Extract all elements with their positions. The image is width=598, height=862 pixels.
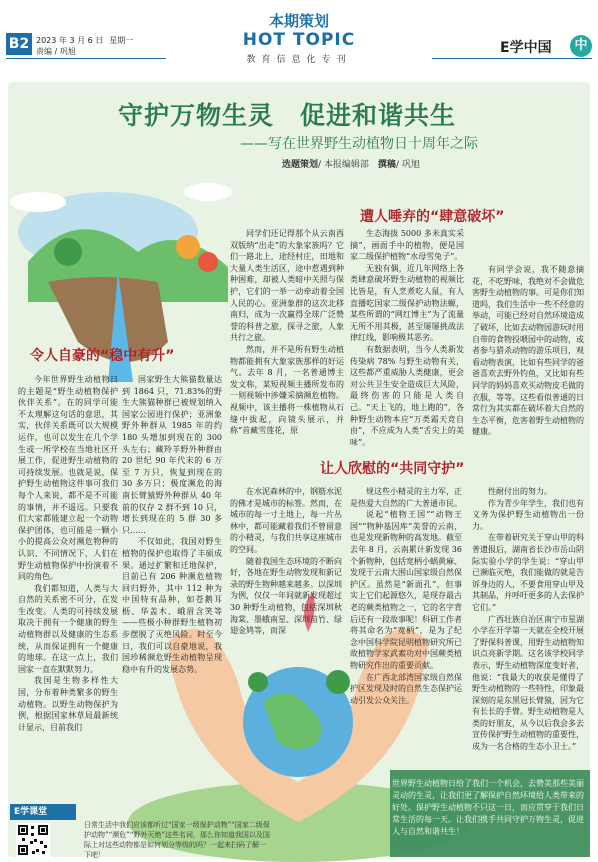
paragraph: 在水泥森林的中，钢筋水泥的佛才是城市的标签。然而，在城市的每一寸土地上，每一片丛林中，都可能藏着我们不曾留意的小精灵，与我们共享这座城市的空间。	[230, 487, 342, 554]
byline-label-planner: 选题策划	[282, 160, 319, 170]
section-heading-1: 令人自豪的“稳中有升”	[30, 348, 175, 364]
paragraph: 说起“植物王国”“动物王国”“物种基因库”美誉的云南，也是发现新物种的高发地。截至去年 8 月，云南累计新发现 36 个新物种，包括宽柄小蜗黄麻、发现于云南大围山国家级自然保护区。虽然是“新面孔”，但事实上它们起源悠久，是现存最古老的蕨类植物之一，它的名字背后还有一段故事呢！科研工作者将其命名为“宽柄”，是为了纪念中国科学院昆明植物研究所已故植物学家武素功对中国蕨类植物研究作出的重要贡献。	[350, 510, 462, 670]
header-rule-right	[432, 58, 592, 59]
e-classroom-text: 日常生活中我们应该都听过“国家一级保护动物”“国家二级保护动物”“濒危”“野外灭绝”这些名词，那么你知道我国以及国际上对这些动物都是如何划分等级的吗？一起来扫码了解一下吧！	[84, 821, 270, 859]
tree-icon	[54, 238, 82, 266]
paragraph: 有数据表明，当今人类新发传染病 78% 与野生动物有关，这些都严重威胁人类健康，更会对公共卫生安全造成巨大风险，最终伤害的只能是人类自己。“天上飞的，地上跑的”，各种野生动物本应“万类霜天竞自由”，不应成为人类“舌尖上的美味”。	[350, 344, 464, 447]
editor-credit: 责编 / 巩旭	[36, 47, 76, 56]
qr-code-icon[interactable]	[16, 823, 50, 857]
byline-label-writer: 撰稿	[377, 160, 396, 170]
paragraph: 生态海拔 5000 多米真实采摘”，画面手中的植物，便是国家二级保护植物“水母雪兔子”。	[350, 229, 464, 262]
section-title-en: HOT TOPIC	[242, 30, 356, 50]
section-title-cn: 本期策划	[268, 12, 329, 30]
article-column-6	[230, 486, 342, 636]
section-heading-2: 遭人唾弃的“肆意破坏”	[360, 209, 505, 225]
cloud-icon	[10, 192, 66, 212]
article-column-3	[230, 228, 344, 456]
paragraph: 随着我国生态环境的不断向好，各地在野生动物发现和新记录的野生物种越来越多。以深圳为例，仅仅一年间就新发现超过 30 种野生动植物，包括深圳秋海棠、墨蛾南星、深圳苗竹、绿翅金鸠等，而深	[230, 556, 342, 636]
paragraph: 广西壮族自治区南宁市星湖小学在开学第一天就在全校开展了野保科普课，用野生动植物知识点亮新学期。这名该学校同学表示，野生动植物深度变好者，他说：“我最大的收获是懂得了野生动植物的一些特性，印象最深刻的是东黑冠长臂猿，因为它有长长的手臂。野生动植物是人类的好朋友，从今以后我会多去宣传保护野生动植物的重要性，成为一名合格的生态小卫士。”	[472, 614, 584, 752]
tree-icon	[248, 672, 268, 692]
brand-logo-text: E学中国	[500, 40, 552, 56]
headline: 守护万物生灵 促进和谐共生	[118, 101, 457, 130]
paragraph: 无独有偶，近几年网络上各类肆意破坏野生动植物的视频比比皆是，有人烹煮吃人鼠，有人直播吃国家二级保护动物法螈，某些所谓的“网红博主”为了流量无所不用其极，甚至屡屡挑战法律红线，影响极其恶劣。	[350, 263, 464, 343]
paragraph: 有同学会说，我不随意摘花，不吃野味，我绝对不会做危害野生动植物的事。可是你们知道吗，我们生活中一些不经意的举动，可能已经对自然环境造成了破坏，比如去动物园游玩时用自带的食物投喂园中的动物，或者参与猎杀动物的游乐项目，观看动物表演，比如有些同学的爸爸喜欢去野外钓鱼，又比如有些同学的妈妈喜欢买动物皮毛做的衣服，等等。这些看似普通的日常行为其实都在破坏着大自然的生态平衡，危害着野生动植物的健康。	[472, 265, 584, 437]
paragraph: 我们都知道，人类与大自然的关系密不可分，在发生改变。人类的可持续发展取决于拥有一个健康的野生动植物群以及健康的生态系统，从而保证拥有一个健康的地球。在这一点上，我们国家一直在默默努力。	[18, 583, 118, 674]
cloud-icon	[184, 183, 232, 201]
brand-logo-icon: 中	[570, 35, 592, 57]
paragraph: 我国是生物多样性大国，分布着种类繁多的野生动植物。以野生动物保护为例，根据国家林草局最新统计显示，目前我们	[18, 676, 118, 732]
e-classroom-label: E学课堂	[10, 804, 76, 820]
article-column-1	[18, 374, 118, 784]
caption-text: 世界野生动植物日给了我们一个机会，去赞美那些美丽灵动的生灵，让我们更了解保护自然环境给人类带来的好处。保护野生动植物不只这一日，而应贯穿于我们日常生活的每一天。让我们携手共同守护万物生灵，促进人与自然和谐共生！	[392, 779, 584, 836]
subheadline: ——写在世界野生动植物日十周年之际	[240, 136, 478, 152]
paragraph: 在广西北部湾国家级自然保护区发现及时的自然生态保护运动引发公众关注。	[350, 672, 462, 705]
paragraph: 同学们还记得那个从云南西双版纳“出走”的大象家族吗？它们一路北上，途经村庄，田地和大量人类生活区，途中惹遇到种种困难，却被人类暗中关照与保护，它们的一举一动牵动着全国人民的心。亚洲象群的这次北移南归，成为一次赢得全球广泛赞誉的科普之旅，探寻之旅，人象共行之旅。	[230, 229, 344, 343]
tree-icon	[326, 670, 350, 694]
article-column-4	[350, 228, 464, 456]
paragraph: 国家野生大熊猫数量达到 1864 只，71.83%的野生大熊猫种群已被规划纳入国家公园进行保护；亚洲象野外种群从 1985 年的约 180 头增加到现在的 300 头左右；藏羚羊野外种群由 20 世纪 90 年代末的 6 万至 7 万只，恢复到现在的 30 多万只；极度濒危的海南长臂猿野外种群从 40 年前的仅存 2 群不到 10 只，增长到现在的 5 群 30 多只……	[122, 375, 222, 535]
paragraph: 在带着研究关于穿山甲的科普遗报后，湖南省长沙市岳山阴际实验小学的学生说：“穿山甲已濒临灭绝，我们能做的就是告诉身边的人，不要食用穿山甲及其制品，并呼吁更多的人去保护它们。”	[472, 533, 584, 612]
paragraph: 今年世界野生动植物日的主题是“野生动植物保护伙伴关系”。在的同学可能不太理解这句话的意思，其实，伙伴关系既可以大规模运作，也可以发生在几个学生或一所学校在当地社区开展工作，促进野生动植物的可持续发展。也就是说，保护野生动植物这件事可我们每个人来说，都不是不可能的事情，并不遥远。只要我们大家都能建立起一个动物保护团体，也可能是一颗小小的提高公众对濒危物种的认识、不同情况下，人们在野生动植物保护中扮演着不同的角色。	[18, 375, 118, 582]
byline-planner: / 本报编辑部	[318, 160, 378, 170]
byline-writer: / 巩旭	[395, 160, 420, 170]
byline	[282, 157, 420, 170]
paragraph: 不仅如此，我国对野生植物的保护也取得了丰硕成果。通过扩繁和迁地保护，目前已有 206 种濒危植物回归野外，其中 112 种为中国特有品种，如苍鹅耳枥、华盖木、峨眉含笑等——些极小种群野生植物初步摆脱了灭绝风险。时至今日，我们可以自豪地说，我国珍稀濒危野生动植物呈现稳中有升的发展态势。	[122, 537, 222, 674]
article-column-7	[350, 486, 462, 776]
paragraph: 性耐付出的努力。	[488, 487, 552, 496]
page-number: B2	[6, 33, 32, 55]
issue-weekday: 星期一	[109, 36, 134, 45]
tree-icon	[176, 235, 200, 259]
masthead	[0, 0, 598, 80]
issue-date: 2023 年 3 月 6 日	[36, 36, 104, 45]
paragraph: 作为青少年学生，我们也有义务为保护野生动植物出一份力。	[472, 498, 584, 531]
illustration-caption	[392, 778, 586, 838]
section-subhead: 教育信息化专刊	[246, 55, 352, 65]
tree-icon	[198, 252, 218, 272]
paragraph: 规这些小精灵的主力军，正是热爱大自然的广大普通市民。	[350, 487, 462, 508]
article-column-8	[472, 486, 584, 752]
paragraph: 然而，并不是所有野生动植物都能拥有大象家族那样的好运气。去年 8 月，一名普通博主发文称，某短视频主播所发布的一则视频中涉嫌采摘濒危植物。视频中，该主播将一株植物从石缝中拔起，向镜头展示，并称“首藏雪莲花，原	[230, 344, 344, 436]
section-heading-3: 让人欣慰的“共同守护”	[320, 461, 465, 477]
article-column-5	[472, 264, 584, 464]
article-column-2	[122, 374, 222, 704]
